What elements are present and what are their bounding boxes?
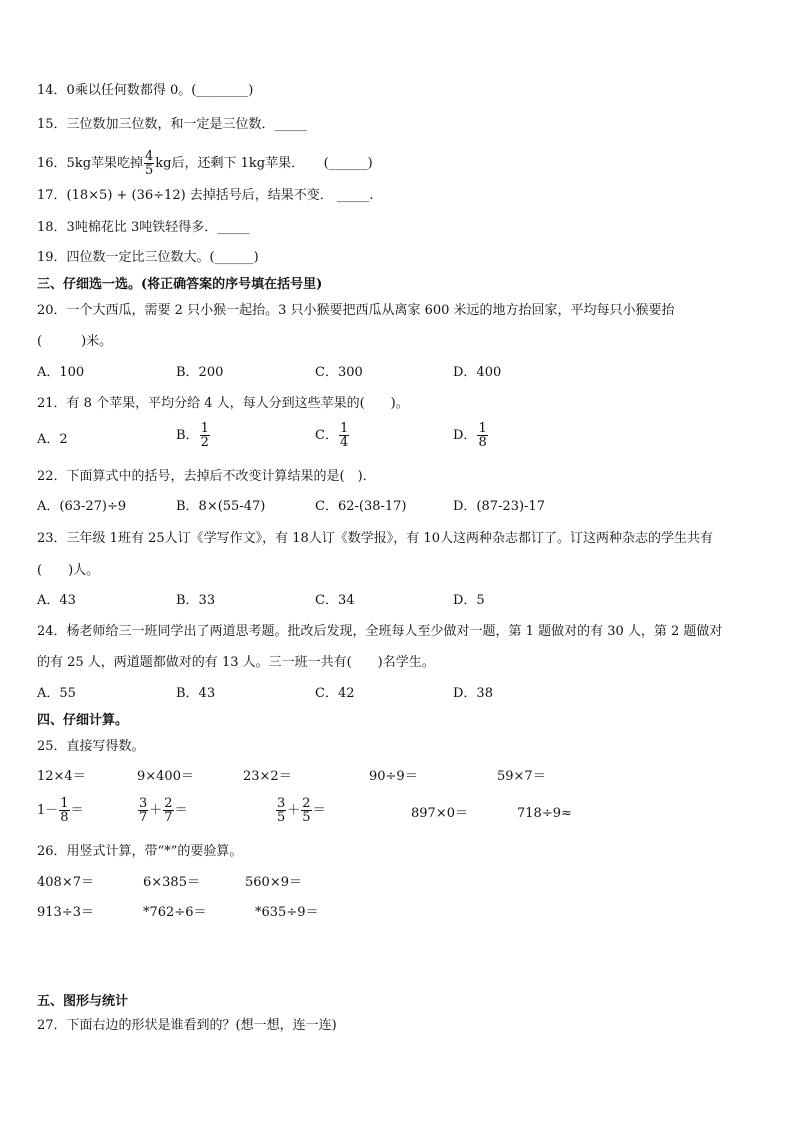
fraction-numerator: 3 bbox=[139, 796, 148, 811]
fraction-denominator: 5 bbox=[302, 810, 311, 825]
fraction-numerator: 4 bbox=[145, 149, 154, 164]
q22-option-a: A．(63-27)÷9 bbox=[37, 499, 127, 514]
fraction-denominator: 7 bbox=[139, 810, 148, 825]
calc-item: 913÷3＝ bbox=[37, 905, 94, 920]
fraction-denominator: 4 bbox=[339, 435, 349, 450]
fraction bbox=[163, 797, 173, 824]
fraction-numerator: 3 bbox=[277, 796, 286, 811]
calc-text: ＝ bbox=[312, 803, 326, 818]
fraction-numerator: 1 bbox=[478, 421, 487, 436]
fraction-numerator: 1 bbox=[339, 421, 349, 436]
q24-option-d: D．38 bbox=[453, 686, 493, 701]
question-16-text-a: 16．5kg苹果吃掉 bbox=[37, 156, 144, 171]
q21-option-b bbox=[176, 422, 211, 449]
fraction-denominator: 2 bbox=[200, 435, 209, 450]
fraction-denominator: 5 bbox=[277, 810, 286, 825]
fraction-numerator: 2 bbox=[164, 796, 173, 811]
q20-option-b: B．200 bbox=[176, 365, 224, 380]
q24-option-a: A．55 bbox=[37, 686, 76, 701]
fraction-1-4 bbox=[339, 422, 349, 449]
fraction-4-5 bbox=[144, 150, 154, 177]
question-20-line2: ( )米。 bbox=[37, 334, 113, 349]
question-23-line1: 23．三年级 1班有 25人订《学写作文》，有 18人订《数学报》，有 10人这两种杂志都订了。订这两种杂志的学生共有 bbox=[37, 531, 713, 546]
question-17: 17．(18×5) + (36÷12) 去掉括号后，结果不变． _____. bbox=[37, 188, 374, 203]
fraction bbox=[301, 797, 311, 824]
fraction-numerator: 1 bbox=[60, 796, 69, 811]
calc-item: 560×9＝ bbox=[245, 875, 302, 890]
calc-text: 1－ bbox=[37, 803, 59, 818]
calc-item: *635÷9＝ bbox=[255, 905, 319, 920]
fraction-denominator: 7 bbox=[164, 810, 173, 825]
q23-option-d: D．5 bbox=[453, 593, 485, 608]
question-15: 15．三位数加三位数，和一定是三位数．_____ bbox=[37, 117, 308, 132]
calc-item: 897×0＝ bbox=[411, 806, 468, 821]
question-20-line1: 20．一个大西瓜，需要 2 只小猴一起抬。3 只小猴要把西瓜从离家 600 米远的地方抬回家，平均每只小猴要抬 bbox=[37, 303, 675, 318]
q21-option-d-label: D． bbox=[453, 428, 477, 443]
calc-item: 59×7＝ bbox=[497, 769, 546, 784]
calc-text: ＋ bbox=[287, 803, 301, 818]
calc-text: ＝ bbox=[174, 803, 188, 818]
calc-item: 408×7＝ bbox=[37, 875, 94, 890]
q21-option-d bbox=[453, 422, 489, 449]
q22-option-c: C．62-(38-17) bbox=[315, 499, 407, 514]
question-14: 14．0乘以任何数都得 0。(________) bbox=[37, 83, 254, 98]
calc-item: 23×2＝ bbox=[243, 769, 292, 784]
calc-item: *762÷6＝ bbox=[143, 905, 207, 920]
q24-option-c: C．42 bbox=[315, 686, 355, 701]
calc-item: 12×4＝ bbox=[37, 769, 86, 784]
question-21: 21．有 8 个苹果，平均分给 4 人，每人分到这些苹果的( )。 bbox=[37, 396, 409, 411]
calc-item: 90÷9＝ bbox=[369, 769, 418, 784]
question-24-line1: 24．杨老师给三一班同学出了两道思考题。批改后发现，全班每人至少做对一题，第 1 题做对的有 30 人，第 2 题做对 bbox=[37, 624, 723, 639]
fraction-numerator: 2 bbox=[302, 796, 311, 811]
q20-option-d: D．400 bbox=[453, 365, 502, 380]
fraction bbox=[138, 797, 148, 824]
calc-item-fraction bbox=[137, 797, 188, 824]
question-16 bbox=[37, 150, 373, 177]
question-22: 22．下面算式中的括号，去掉后不改变计算结果的是( )． bbox=[37, 469, 376, 484]
question-19: 19．四位数一定比三位数大。(______) bbox=[37, 250, 259, 265]
q21-option-c-label: C． bbox=[315, 428, 338, 443]
q21-option-b-label: B． bbox=[176, 428, 199, 443]
q20-option-c: C．300 bbox=[315, 365, 363, 380]
calc-text: ＋ bbox=[149, 803, 163, 818]
section-4-heading: 四、仔细计算。 bbox=[37, 713, 129, 728]
calc-item: 718÷9≈ bbox=[517, 806, 572, 821]
question-18: 18．3吨棉花比 3吨铁轻得多．_____ bbox=[37, 220, 250, 235]
question-27: 27．下面右边的形状是谁看到的？(想一想，连一连) bbox=[37, 1018, 337, 1033]
question-25-title: 25．直接写得数。 bbox=[37, 739, 145, 754]
question-16-text-b: kg后，还剩下 1kg苹果． (______) bbox=[155, 156, 373, 171]
q21-option-a: A．2 bbox=[37, 432, 68, 447]
calc-item: 6×385＝ bbox=[143, 875, 200, 890]
calc-item-fraction bbox=[275, 797, 326, 824]
fraction bbox=[59, 797, 69, 824]
fraction-denominator: 8 bbox=[60, 810, 69, 825]
question-24-line2: 的有 25 人，两道题都做对的有 13 人。三一班一共有( )名学生。 bbox=[37, 655, 435, 670]
calc-text: ＝ bbox=[70, 803, 84, 818]
fraction-numerator: 1 bbox=[200, 421, 209, 436]
calc-item: 9×400＝ bbox=[137, 769, 194, 784]
q20-option-a: A．100 bbox=[37, 365, 85, 380]
fraction-denominator: 8 bbox=[478, 435, 487, 450]
fraction-denominator: 5 bbox=[145, 163, 154, 178]
fraction bbox=[276, 797, 286, 824]
q22-option-b: B．8×(55-47) bbox=[176, 499, 266, 514]
section-5-heading: 五、图形与统计 bbox=[37, 994, 129, 1009]
q24-option-b: B．43 bbox=[176, 686, 216, 701]
q23-option-c: C．34 bbox=[315, 593, 355, 608]
fraction-1-2 bbox=[200, 422, 210, 449]
calc-item-fraction bbox=[37, 797, 84, 824]
question-26-title: 26．用竖式计算，带“*”的要验算。 bbox=[37, 844, 243, 859]
q21-option-c bbox=[315, 422, 350, 449]
q23-option-b: B．33 bbox=[176, 593, 216, 608]
q22-option-d: D．(87-23)-17 bbox=[453, 499, 545, 514]
section-3-heading: 三、仔细选一选。(将正确答案的序号填在括号里) bbox=[37, 277, 323, 292]
question-23-line2: ( )人。 bbox=[37, 563, 100, 578]
q23-option-a: A．43 bbox=[37, 593, 76, 608]
fraction-1-8 bbox=[477, 422, 487, 449]
